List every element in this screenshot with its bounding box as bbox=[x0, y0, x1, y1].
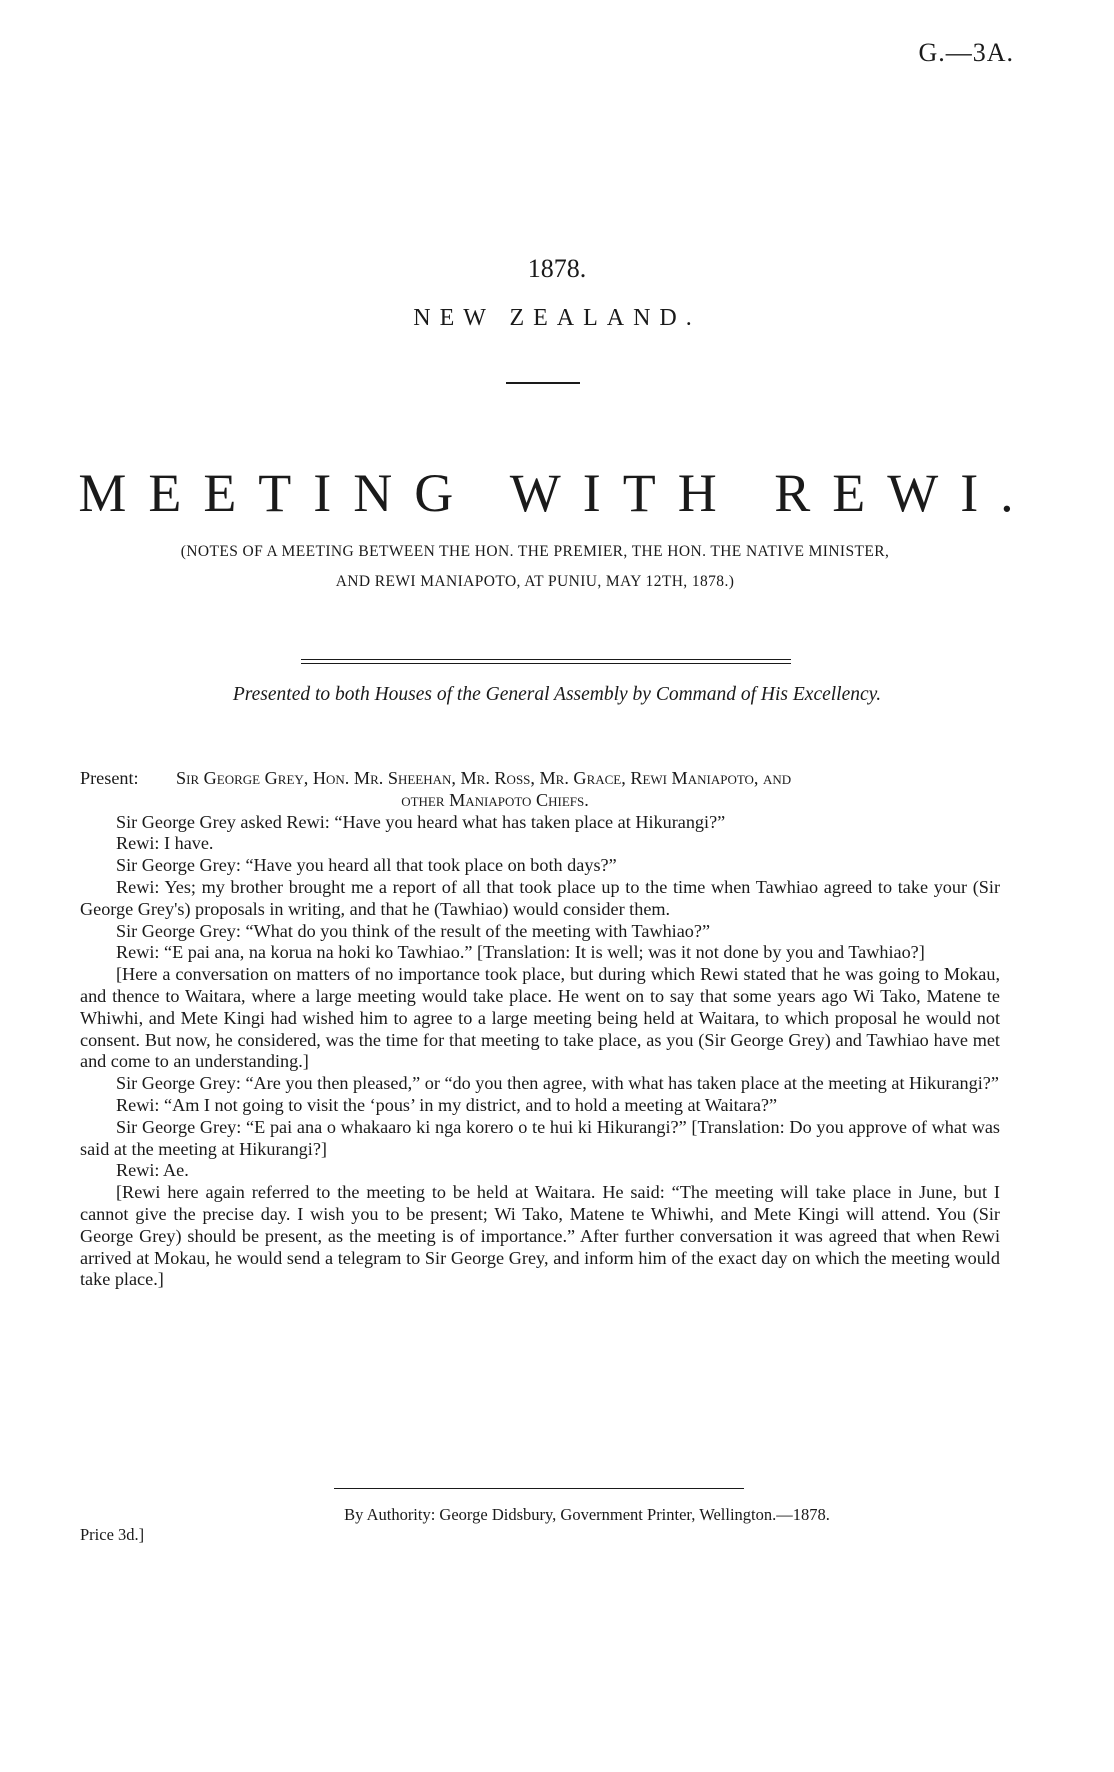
short-divider bbox=[506, 382, 580, 384]
paragraph: Rewi: Yes; my brother brought me a report of all that took place up to the time when Tawhiao agreed to take your (Sir George Grey's) proposals in writing, and that he (Tawhiao) would consider them. bbox=[80, 876, 1000, 919]
divider-top bbox=[301, 659, 791, 660]
paragraph: Sir George Grey: “Are you then pleased,” or “do you then agree, with what has taken place at the meeting at Hikurangi?” bbox=[116, 1073, 999, 1094]
paragraph: Rewi: I have. bbox=[116, 833, 214, 854]
present-names: Sir George Grey, Hon. Mr. Sheehan, Mr. Ross, Mr. Grace, Rewi Maniapoto, and bbox=[176, 768, 792, 788]
paragraph: Rewi: “Am I not going to visit the ‘pous’ in my district, and to hold a meeting at Waitara?” bbox=[116, 1094, 778, 1115]
document-body bbox=[80, 768, 1000, 1291]
presented-line: Presented to both Houses of the General Assembly by Command of His Excellency. bbox=[232, 684, 882, 705]
present-names-continued: other Maniapoto Chiefs. bbox=[401, 789, 589, 810]
paragraph: Rewi: Ae. bbox=[116, 1160, 189, 1181]
footer-divider bbox=[334, 1488, 744, 1489]
printer-imprint: By Authority: George Didsbury, Government Printer, Wellington.—1878. bbox=[344, 1505, 830, 1524]
document-reference: G.—3A. bbox=[918, 38, 1014, 67]
document-subtitle bbox=[70, 537, 1000, 597]
paragraph: [Here a conversation on matters of no importance took place, but during which Rewi stated that he was going to Mokau, and thence to Waitara, where a large meeting would take place. He went on to say that some years ago Wi Tako, Matene te Whiwhi, and Mete Kingi had wished him to agree to a large meeting being held at Waitara, to which proposal he would not consent. But now, he considered, was the time for that meeting to take place, as you (Sir George Grey) and Tawhiao have met and come to an understanding.] bbox=[80, 964, 1000, 1072]
year-heading: 1878. bbox=[527, 254, 587, 283]
present-label: Present: bbox=[80, 768, 139, 788]
paragraph: [Rewi here again referred to the meeting to be held at Waitara. He said: “The meeting will take place in June, but I cannot give the precise day. I wish you to be present; Wi Tako, Matene te Whiwhi, and Mete Kingi will attend. You (Sir George Grey) should be present, as the meeting is of importance.” After further conversation it was agreed that when Rewi arrived at Mokau, he would send a telegram to Sir George Grey, and inform him of the exact day on which the meeting would take place.] bbox=[80, 1182, 1000, 1290]
divider-bottom bbox=[301, 663, 791, 664]
subtitle-line-2: AND REWI MANIAPOTO, AT PUNIU, MAY 12TH, 1878.) bbox=[335, 573, 735, 590]
paragraph: Sir George Grey: “What do you think of the result of the meeting with Tawhiao?” bbox=[116, 920, 711, 941]
paragraph: Sir George Grey asked Rewi: “Have you heard what has taken place at Hikurangi?” bbox=[116, 811, 726, 832]
paragraph: Sir George Grey: “E pai ana o whakaaro ki nga korero o te hui ki Hikurangi?” [Translation: Do you approve of what was said at the meeting at Hikurangi?] bbox=[80, 1116, 1000, 1159]
paragraph: Rewi: “E pai ana, na korua na hoki ko Tawhiao.” [Translation: It is well; was it not done by you and Tawhiao?] bbox=[116, 942, 925, 963]
subtitle-line-1: (NOTES OF A MEETING BETWEEN THE HON. THE PREMIER, THE HON. THE NATIVE MINISTER, bbox=[180, 543, 890, 560]
country-heading: NEW ZEALAND. bbox=[413, 305, 701, 331]
paragraph: Sir George Grey: “Have you heard all that took place on both days?” bbox=[116, 855, 617, 876]
document-title: MEETING WITH REWI. bbox=[78, 463, 1036, 523]
present-block bbox=[80, 768, 1000, 790]
price-note: Price 3d.] bbox=[80, 1525, 145, 1544]
